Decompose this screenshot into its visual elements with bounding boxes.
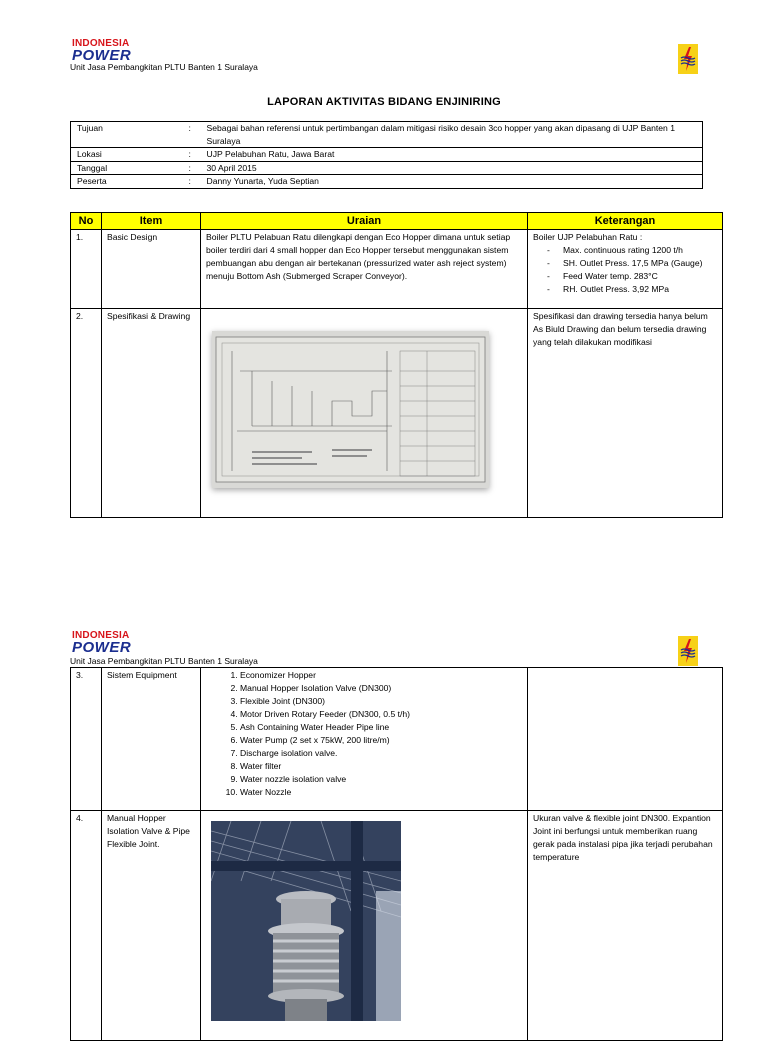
- row-item: Basic Design: [102, 230, 201, 309]
- equipment-list: [206, 669, 522, 799]
- colon: :: [183, 122, 201, 148]
- col-uraian: Uraian: [201, 213, 528, 230]
- row-keterangan: Ukuran valve & flexible joint DN300. Expantion Joint ini berfungsi untuk memberikan ruang gerak pada instalasi pipa jika terjadi perubahan temperature: [528, 811, 723, 1041]
- pln-logo-icon: [678, 44, 698, 74]
- col-no: No: [71, 213, 102, 230]
- colon: :: [183, 161, 201, 175]
- row-uraian: [201, 309, 528, 518]
- colon: :: [183, 148, 201, 162]
- keterangan-intro: Boiler UJP Pelabuhan Ratu :: [533, 232, 643, 242]
- list-item: 4. Motor Driven Rotary Feeder (DN300, 0.5 t/h): [240, 708, 522, 721]
- row-keterangan: [528, 230, 723, 309]
- indonesia-power-logo: [72, 39, 131, 63]
- list-item: 10. Water Nozzle: [240, 786, 522, 799]
- list-item: - SH. Outlet Press. 17,5 MPa (Gauge): [563, 257, 717, 270]
- info-table: [70, 121, 703, 189]
- activity-table: [70, 212, 723, 518]
- tujuan-label: Tujuan: [71, 122, 183, 148]
- logo-text-top: INDONESIA: [72, 630, 130, 641]
- table-header-row: [71, 213, 723, 230]
- row-uraian: [201, 668, 528, 811]
- col-keterangan: Keterangan: [528, 213, 723, 230]
- lokasi-label: Lokasi: [71, 148, 183, 162]
- valve-photo-image: [211, 821, 401, 1021]
- row-keterangan: Spesifikasi dan drawing tersedia hanya belum As Biuld Drawing dan belum tersedia drawing yang telah dilakukan modifikasi: [528, 309, 723, 518]
- table-row: [71, 668, 723, 811]
- tanggal-value: 30 April 2015: [201, 161, 703, 175]
- list-item: - RH. Outlet Press. 3,92 MPa: [563, 283, 717, 296]
- tujuan-value: Sebagai bahan referensi untuk pertimbangan dalam mitigasi risiko desain 3co hopper yang akan dipasang di UJP Banten 1 Suralaya: [201, 122, 703, 148]
- list-item: 9. Water nozzle isolation valve: [240, 773, 522, 786]
- peserta-label: Peserta: [77, 176, 107, 186]
- spec-list: [533, 244, 717, 296]
- row-uraian: Boiler PLTU Pelabuan Ratu dilengkapi dengan Eco Hopper dimana untuk setiap boiler terdiri dari 4 small hopper dan Eco Hopper tersebut menggunakan sistem pembuangan abu dengan air bertekanan (pressurized water ash reject system) menuju Bottom Ash (Submerged Scraper Conveyor).: [201, 230, 528, 309]
- row-no: 3.: [71, 668, 102, 811]
- colon: :: [188, 176, 191, 186]
- row-item: Spesifikasi & Drawing: [102, 309, 201, 518]
- unit-name: Unit Jasa Pembangkitan PLTU Banten 1 Suralaya: [70, 656, 258, 666]
- list-item: 5. Ash Containing Water Header Pipe line: [240, 721, 522, 734]
- peserta-value: Danny Yunarta, Yuda Septian: [206, 176, 319, 186]
- table-row: [71, 230, 723, 309]
- unit-name: Unit Jasa Pembangkitan PLTU Banten 1 Suralaya: [70, 62, 258, 72]
- logo-text-bottom: POWER: [72, 47, 132, 64]
- indonesia-power-logo: [72, 631, 131, 655]
- row-item: Manual Hopper Isolation Valve & Pipe Flexible Joint.: [102, 811, 201, 1041]
- list-item: 7. Discharge isolation valve.: [240, 747, 522, 760]
- engineering-drawing-image: [212, 331, 489, 488]
- list-item: 2. Manual Hopper Isolation Valve (DN300): [240, 682, 522, 695]
- list-item: 8. Water filter: [240, 760, 522, 773]
- list-item: - Feed Water temp. 283°C: [563, 270, 717, 283]
- list-item: 6. Water Pump (2 set x 75kW, 200 litre/m): [240, 734, 522, 747]
- row-no: 2.: [71, 309, 102, 518]
- row-uraian: [201, 811, 528, 1041]
- row-item: Sistem Equipment: [102, 668, 201, 811]
- report-title: LAPORAN AKTIVITAS BIDANG ENJINIRING: [267, 96, 501, 108]
- activity-table-continued: [70, 667, 723, 1041]
- row-keterangan: [528, 668, 723, 811]
- list-item: - Max. continuous rating 1200 t/h: [563, 244, 717, 257]
- col-item: Item: [102, 213, 201, 230]
- row-no: 4.: [71, 811, 102, 1041]
- row-no: 1.: [71, 230, 102, 309]
- list-item: 1. Economizer Hopper: [240, 669, 522, 682]
- list-item: 3. Flexible Joint (DN300): [240, 695, 522, 708]
- logo-text-bottom: POWER: [72, 639, 132, 656]
- table-row: [71, 811, 723, 1041]
- tanggal-label: Tanggal: [71, 161, 183, 175]
- pln-logo-icon: [678, 636, 698, 666]
- logo-text-top: INDONESIA: [72, 38, 130, 49]
- lokasi-value: UJP Pelabuhan Ratu, Jawa Barat: [201, 148, 703, 162]
- table-row: [71, 309, 723, 518]
